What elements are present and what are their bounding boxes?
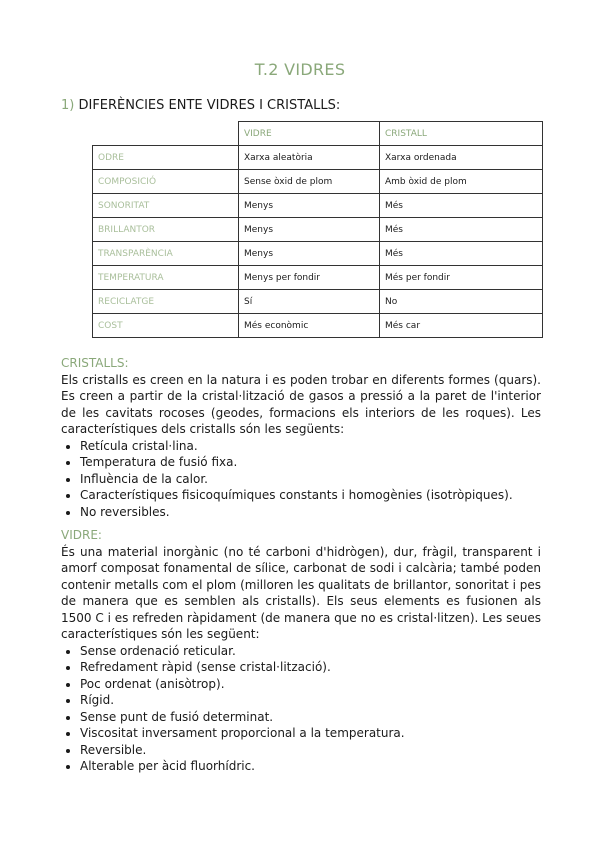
cristalls-paragraph: Els cristalls es creen en la natura i es poden trobar en diferents formes (quars). Es creen a partir de la cristal·lització de gasos a pressió a la paret de l'interior de les cavitats rocoses (geodes, formacions els interiors de les roques). Les característiques dels cristalls són les següents:	[61, 372, 541, 436]
vidre-cell: Sense òxid de plom	[239, 170, 380, 194]
cristalls-list	[61, 438, 541, 521]
table-row	[93, 266, 543, 290]
table-header-empty	[93, 122, 239, 146]
vidre-list	[61, 643, 541, 775]
cristall-cell: Més	[380, 194, 543, 218]
vidre-cell: Xarxa aleatòria	[239, 146, 380, 170]
table-header-row	[93, 122, 543, 146]
section-heading-text: DIFERÈNCIES ENTE VIDRES I CRISTALLS:	[78, 98, 341, 113]
row-label: RECICLATGE	[93, 290, 239, 314]
list-item: • Temperatura de fusió fixa.	[80, 454, 541, 471]
cristall-cell: Més	[380, 218, 543, 242]
row-label: BRILLANTOR	[93, 218, 239, 242]
cristall-cell: Amb òxid de plom	[380, 170, 543, 194]
list-item: • Reversible.	[80, 742, 541, 759]
page-title: T.2 VIDRES	[254, 60, 346, 79]
list-item: • Influència de la calor.	[80, 471, 541, 488]
table-row	[93, 170, 543, 194]
table-row	[93, 290, 543, 314]
row-label: TEMPERATURA	[93, 266, 239, 290]
table-row	[93, 242, 543, 266]
list-item: • Viscositat inversament proporcional a la temperatura.	[80, 725, 541, 742]
cristalls-heading: CRISTALLS:	[61, 356, 129, 370]
vidre-cell: Més econòmic	[239, 314, 380, 338]
cristalls-section	[61, 355, 541, 520]
list-item: • Poc ordenat (anisòtrop).	[80, 676, 541, 693]
list-item: • No reversibles.	[80, 504, 541, 521]
row-label: COMPOSICIÓ	[93, 170, 239, 194]
table-row	[93, 314, 543, 338]
cristall-cell: Xarxa ordenada	[380, 146, 543, 170]
cristall-cell: Més per fondir	[380, 266, 543, 290]
vidre-heading: VIDRE:	[61, 528, 102, 542]
vidre-cell: Menys	[239, 218, 380, 242]
vidre-cell: Menys per fondir	[239, 266, 380, 290]
vidre-section	[61, 527, 541, 775]
list-item: • Refredament ràpid (sense cristal·lització).	[80, 659, 541, 676]
list-item: • Sense punt de fusió determinat.	[80, 709, 541, 726]
list-item: • Retícula cristal·lina.	[80, 438, 541, 455]
table-row	[93, 194, 543, 218]
vidre-cell: Menys	[239, 242, 380, 266]
list-item: • Alterable per àcid fluorhídric.	[80, 758, 541, 775]
section-number: 1)	[61, 98, 75, 113]
table-row	[93, 146, 543, 170]
row-label: COST	[93, 314, 239, 338]
row-label: ODRE	[93, 146, 239, 170]
table-row	[93, 218, 543, 242]
list-item: • Rígid.	[80, 692, 541, 709]
cristall-cell: Més car	[380, 314, 543, 338]
vidre-paragraph: És una material inorgànic (no té carboni d'hidrògen), dur, fràgil, transparent i amorf composat fonamental de sílice, carbonat de sodi i calcària; també poden contenir metalls com el plom (milloren les qualitats de brillantor, sonoritat i pes de manera que es semblen als cristalls). Els seus elements es fusionen als 1500 C i es refreden ràpidament (de manera que no es cristal·litzen). Les seues característiques són les següent:	[61, 544, 541, 641]
row-label: SONORITAT	[93, 194, 239, 218]
list-item: • Característiques fisicoquímiques constants i homogènies (isotròpiques).	[80, 487, 541, 504]
vidre-cell: Menys	[239, 194, 380, 218]
cristall-cell: No	[380, 290, 543, 314]
list-item: • Sense ordenació reticular.	[80, 643, 541, 660]
table-header-cristall: CRISTALL	[380, 122, 543, 146]
row-label: TRANSPARÈNCIA	[93, 242, 239, 266]
cristall-cell: Més	[380, 242, 543, 266]
vidre-cell: Sí	[239, 290, 380, 314]
table-header-vidre: VIDRE	[239, 122, 380, 146]
section-heading	[61, 98, 340, 113]
comparison-table	[92, 121, 543, 338]
